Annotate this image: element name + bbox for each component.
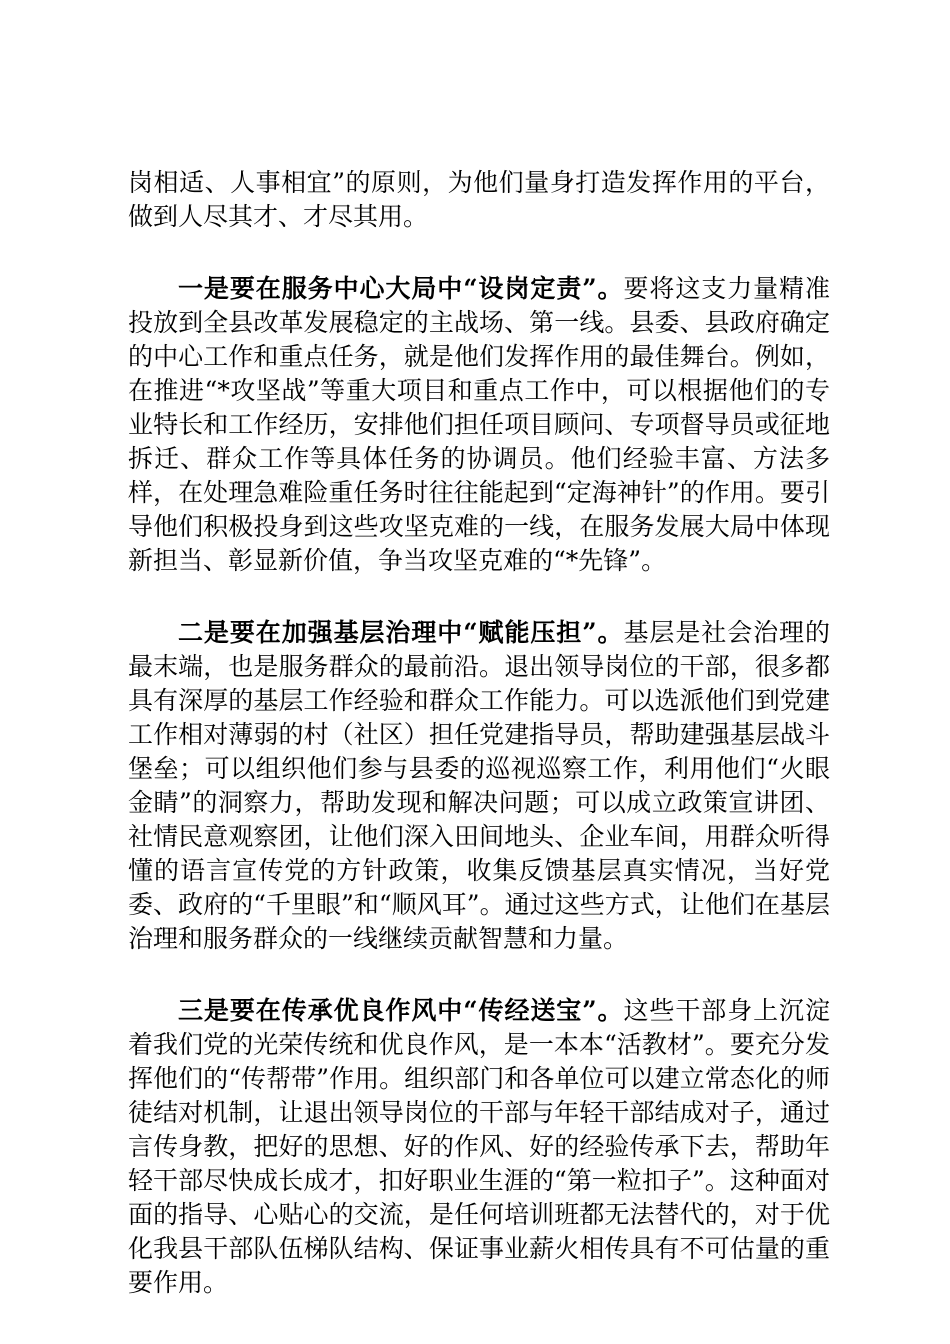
paragraph-two xyxy=(128,616,830,956)
paragraph-body: 基层是社会治理的最末端，也是服务群众的最前沿。退出领导岗位的干部，很多都具有深厚的基层工作经验和群众工作能力。可以选派他们到党建工作相对薄弱的村（社区）担任党建指导员，帮助建强基层战斗堡垒；可以组织他们参与县委的巡视巡察工作，利用他们“火眼金睛”的洞察力，帮助发现和解决问题；可以成立政策宣讲团、社情民意观察团，让他们深入田间地头、企业车间，用群众听得懂的语言宣传党的方针政策，收集反馈基层真实情况，当好党委、政府的“千里眼”和“顺风耳”。通过这些方式，让他们在基层治理和服务群众的一线继续贡献智慧和力量。 xyxy=(128,618,830,953)
paragraph-body: 要将这支力量精准投放到全县改革发展稳定的主战场、第一线。县委、县政府确定的中心工作和重点任务，就是他们发挥作用的最佳舞台。例如，在推进“*攻坚战”等重大项目和重点工作中，可以根据他们的专业特长和工作经历，安排他们担任项目顾问、专项督导员或征地拆迁、群众工作等具体任务的协调员。他们经验丰富、方法多样，在处理急难险重任务时往往能起到“定海神针”的作用。要引导他们积极投身到这些攻坚克难的一线，在服务发展大局中体现新担当、彰显新价值，争当攻坚克难的“*先锋”。 xyxy=(128,274,830,575)
paragraph-body: 这些干部身上沉淀着我们党的光荣传统和优良作风，是一本本“活教材”。要充分发挥他们的“传帮带”作用。组织部门和各单位可以建立常态化的师徒结对机制，让退出领导岗位的干部与年轻干部结成对子，通过言传身教，把好的思想、好的作风、好的经验传承下去，帮助年轻干部尽快成长成才，扣好职业生涯的“第一粒扣子”。这种面对面的指导、心贴心的交流，是任何培训班都无法替代的，对于优化我县干部队伍梯队结构、保证事业薪火相传具有不可估量的重要作用。 xyxy=(128,996,830,1297)
document-page xyxy=(128,166,830,1338)
paragraph-three xyxy=(128,994,830,1300)
paragraph-continuation xyxy=(128,166,830,234)
paragraph-body: 岗相适、人事相宜”的原则，为他们量身打造发挥作用的平台，做到人尽其才、才尽其用。 xyxy=(128,168,830,231)
paragraph-lead: 一是要在服务中心大局中“设岗定责”。 xyxy=(178,274,624,303)
paragraph-lead: 二是要在加强基层治理中“赋能压担”。 xyxy=(178,618,624,647)
paragraph-lead: 三是要在传承优良作风中“传经送宝”。 xyxy=(178,996,624,1025)
paragraph-one xyxy=(128,272,830,578)
